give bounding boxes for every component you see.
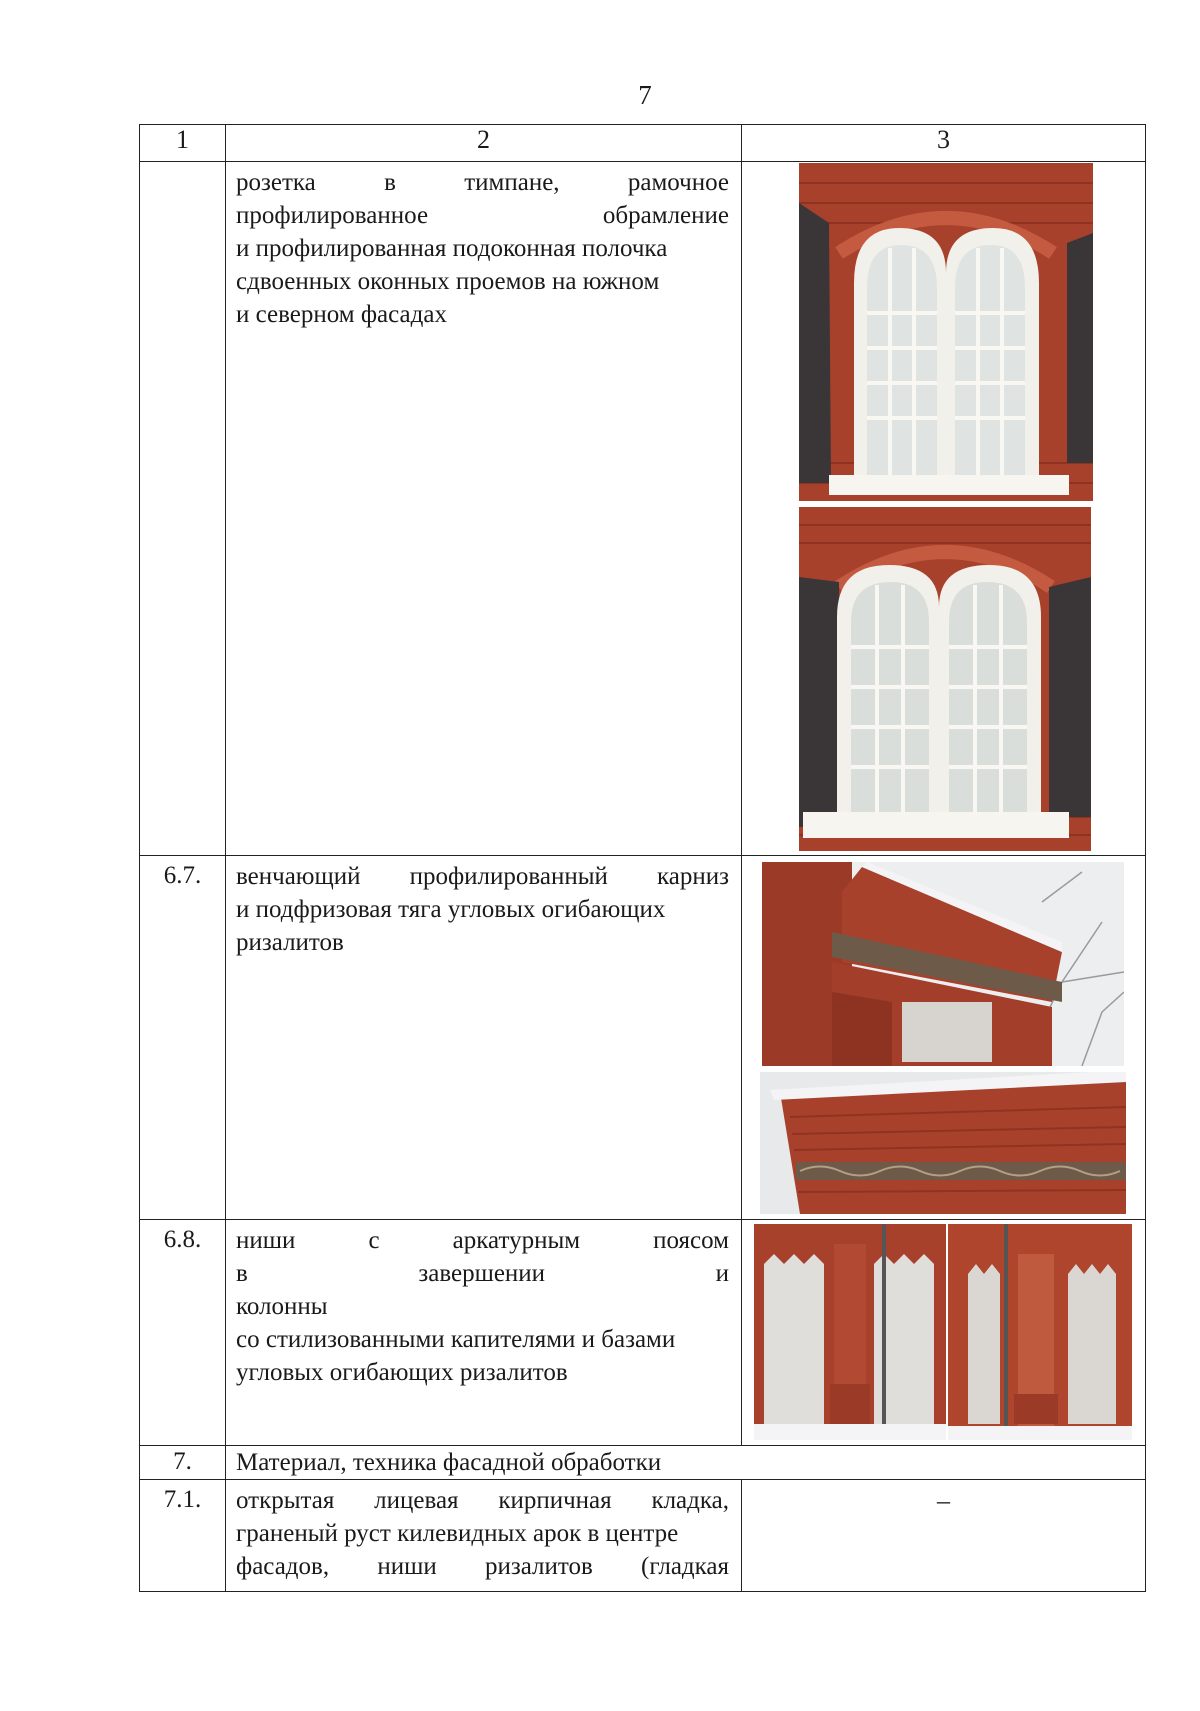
description-line: и подфризовая тяга угловых огибающих: [236, 896, 666, 923]
table-row: [140, 162, 1146, 856]
table-header-row: [140, 125, 1146, 162]
description-line: граненый руст килевидных арок в центре: [236, 1520, 679, 1547]
description-line: угловых огибающих ризалитов: [236, 1359, 568, 1386]
row-number: [140, 162, 226, 856]
description-line: и северном фасадах: [236, 301, 447, 328]
description-line: венчающий профилированный карниз: [236, 863, 729, 890]
description-line: розетка в тимпане, рамочное: [236, 169, 729, 196]
description-line: сдвоенных оконных проемов на южном: [236, 268, 660, 295]
row-description: [226, 1220, 742, 1446]
niche-column-photo: [948, 1224, 1132, 1440]
description-line: в завершении и колонны: [236, 1260, 729, 1320]
row-description: [226, 856, 742, 1220]
table-row: [140, 856, 1146, 1220]
niche-column-photo: [754, 1224, 946, 1440]
row-number: 6.7.: [140, 856, 226, 1220]
photo-cell: [742, 162, 1146, 856]
photo-cell: [742, 856, 1146, 1220]
row-number: 7.: [140, 1446, 226, 1480]
empty-value-dash: –: [742, 1480, 1146, 1592]
table-row: [140, 1446, 1146, 1480]
page-number: 7: [638, 80, 652, 110]
description-line: ниши с аркатурным поясом: [236, 1227, 729, 1254]
header-col-2: 2: [226, 125, 742, 162]
twin-arched-window-photo: [799, 163, 1093, 501]
description-line: со стилизованными капителями и базами: [236, 1326, 676, 1353]
row-description: [226, 162, 742, 856]
twin-arched-window-photo: [799, 507, 1091, 851]
description-line: открытая лицевая кирпичная кладка,: [236, 1487, 729, 1514]
cornice-photo: [760, 1072, 1126, 1214]
row-number: 6.8.: [140, 1220, 226, 1446]
section-title: Материал, техника фасадной обработки: [226, 1446, 1146, 1480]
description-line: и профилированная подоконная полочка: [236, 235, 668, 262]
header-col-3: 3: [742, 125, 1146, 162]
row-description: [226, 1480, 742, 1592]
description-line: ризалитов: [236, 929, 344, 956]
heritage-features-table: [139, 124, 1146, 1592]
header-col-1: 1: [140, 125, 226, 162]
description-line: фасадов, ниши ризалитов (гладкая: [236, 1553, 729, 1580]
cornice-photo: [762, 862, 1124, 1066]
description-line: профилированное обрамление: [236, 202, 729, 229]
table-row: [140, 1480, 1146, 1592]
row-number: 7.1.: [140, 1480, 226, 1592]
photo-cell: [742, 1220, 1146, 1446]
table-row: [140, 1220, 1146, 1446]
